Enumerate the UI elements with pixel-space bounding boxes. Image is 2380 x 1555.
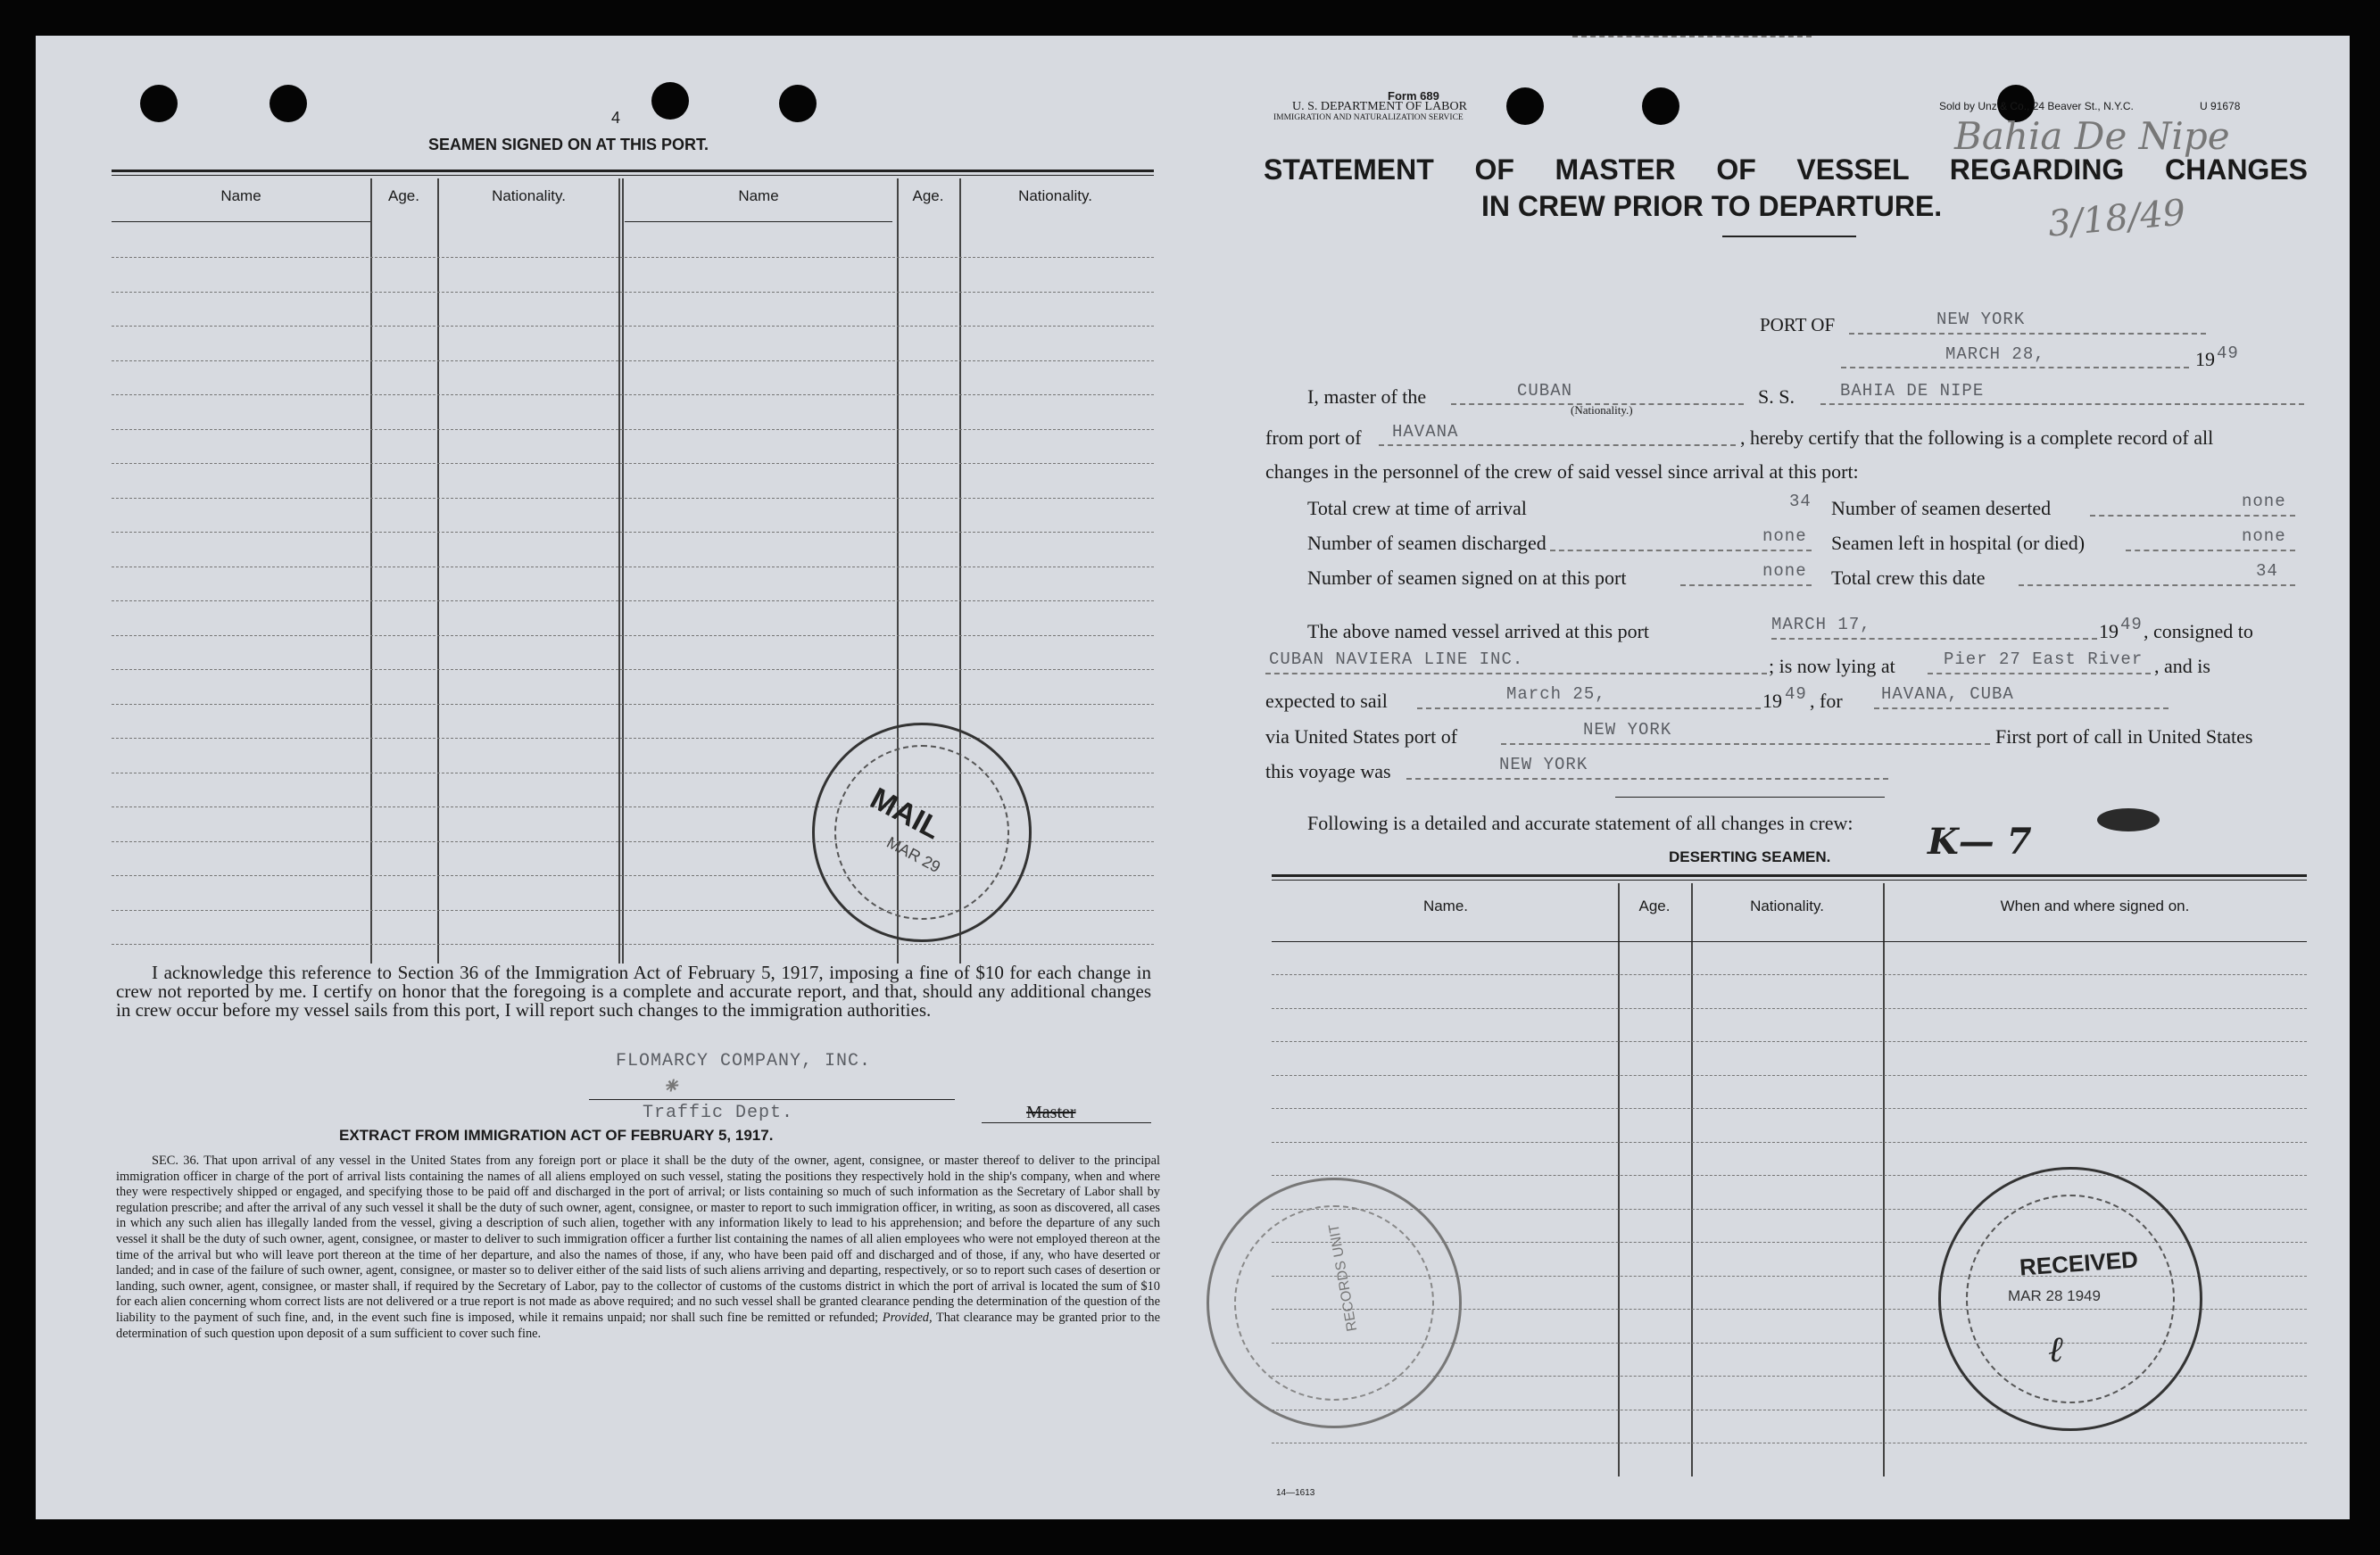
stat-label-total-date: Total crew this date [1831,567,1986,589]
deserting-header-name: Name. [1422,897,1469,914]
table-row [1272,1142,2307,1143]
ss-label: S. S. [1758,385,1795,408]
column-header-nationality: Nationality. [1018,187,1092,204]
certify-text: , hereby certify that the following is a complete record of all [1740,426,2214,449]
form-number: Form 689 [1388,89,1439,103]
via-value: NEW YORK [1583,720,1672,740]
extract-title: EXTRACT FROM IMMIGRATION ACT OF FEBRUARY 5, 1917. [339,1127,774,1144]
mail-postmark-stamp [812,723,1032,942]
deserting-seamen-title: DESERTING SEAMEN. [1669,848,1831,865]
document-sheet [36,36,2350,1519]
deserting-column-divider [1883,883,1885,1476]
table-row [1272,1175,2307,1176]
lying-label: ; is now lying at [1769,655,1895,677]
ship-name-value: BAHIA DE NIPE [1840,381,1985,401]
stat-label-total-arrival: Total crew at time of arrival [1307,497,1527,519]
form-code: U 91678 [2200,100,2241,112]
consignee-value: CUBAN NAVIERA LINE INC. [1269,649,1524,669]
records-unit-text: RECORDS UNIT [1326,1222,1361,1333]
deserting-header-nationality: Nationality. [1750,897,1824,914]
statement-title-line1: STATEMENT OF MASTER OF VESSEL REGARDING CHANGES [1264,153,2308,186]
changes-text: changes in the personnel of the crew of said vessel since arrival at this port: [1265,460,1859,483]
sail-year-prefix: 19 [1762,690,1782,712]
table-row [1272,1108,2307,1109]
for-value: HAVANA, CUBA [1881,684,2014,704]
lying-value: Pier 27 East River [1944,649,2144,669]
column-divider [437,178,439,964]
from-port-value: HAVANA [1392,422,1459,442]
table-row [112,738,1154,739]
column-divider [622,178,624,964]
via-label: via United States port of [1265,725,1458,748]
stamp-date-text: MAR 29 [883,832,944,877]
table-row [112,704,1154,705]
and-is-text: , and is [2154,655,2210,677]
arrived-year-value: 49 [2120,615,2143,634]
column-header-name: Name [738,187,779,204]
column-divider [618,178,620,964]
handwritten-vessel-name: Bahia De Nipe [1954,114,2230,158]
stamp-mail-text: MAIL [865,781,947,847]
port-of-label: PORT OF [1760,314,1836,335]
sail-label: expected to sail [1265,690,1388,712]
consigned-text: , consigned to [2144,620,2253,642]
voyage-value: NEW YORK [1499,755,1588,774]
stat-value-total-date: 34 [2256,561,2278,581]
table-row [112,429,1154,430]
stat-label-hospital: Seamen left in hospital (or died) [1831,532,2086,554]
deserting-column-divider [1691,883,1693,1476]
stat-value-discharged: none [1762,526,1807,546]
service-name: IMMIGRATION AND NATURALIZATION SERVICE [1273,113,1464,122]
nationality-value: CUBAN [1517,381,1573,401]
handwritten-signature: ⁕ [660,1073,680,1100]
table-row [112,257,1154,258]
stat-value-total-arrival: 34 [1789,492,1812,511]
year-value: 49 [2217,343,2239,363]
table-row [112,532,1154,533]
signature-company: FLOMARCY COMPANY, INC. [616,1051,872,1071]
table-row [1272,1008,2307,1009]
column-header-nationality: Nationality. [492,187,566,204]
records-unit-stamp [1207,1178,1462,1428]
stamp-initials: ℓ [2048,1329,2063,1370]
stat-value-hospital: none [2242,526,2286,546]
department-name: U. S. DEPARTMENT OF LABOR [1292,100,1467,113]
signature-dept: Traffic Dept. [643,1103,794,1123]
year-prefix: 19 [2195,348,2215,370]
signature-role-struck: Master [1026,1103,1076,1122]
punch-hole [1506,87,1544,125]
punch-hole [1642,87,1679,125]
sail-year-value: 49 [1785,684,1807,704]
table-row [112,635,1154,636]
received-stamp-date: MAR 28 1949 [2008,1287,2101,1304]
received-stamp [1938,1167,2202,1431]
deserting-header-age: Age. [1638,897,1671,914]
stat-value-signed-on: none [1762,561,1807,581]
stat-label-signed-on: Number of seamen signed on at this port [1307,567,1627,589]
statement-title-line2: IN CREW PRIOR TO DEPARTURE. [1481,190,1943,222]
acknowledgement-text: I acknowledge this reference to Section 36 of the Immigration Act of February 5, 1917, imposing a fine of $10 for each change in crew not reported by me. I certify on honor that the foregoing is a complete and accurate report, and that, should any additional changes in crew occur before my vessel sails from this port, I will report such changes to the immigration authorities. [116,962,1151,1021]
table-row [112,669,1154,670]
handwritten-mark: K— 7 [1928,821,2032,863]
table-row [112,463,1154,464]
table-row [1272,1075,2307,1076]
punch-hole [270,85,307,122]
table-row [112,600,1154,601]
from-port-label: from port of [1265,426,1362,449]
received-stamp-text: RECEIVED [2019,1245,2139,1281]
stat-label-deserted: Number of seamen deserted [1831,497,2052,519]
for-label: , for [1810,690,1843,712]
seamen-signed-title: SEAMEN SIGNED ON AT THIS PORT. [428,136,709,153]
table-row [112,292,1154,293]
title-underline [1722,236,1856,237]
seller-info: Sold by Unz & Co., 24 Beaver St., N.Y.C. [1939,100,2134,112]
table-row [112,326,1154,327]
arrived-year-prefix: 19 [2099,620,2119,642]
ink-blot [2097,808,2160,831]
handwritten-date: 3/18/49 [2046,192,2187,245]
footer-code: 14—1613 [1276,1488,1315,1498]
signature-line [589,1099,955,1100]
stat-value-deserted: none [2242,492,2286,511]
extract-text: SEC. 36. That upon arrival of any vessel in the United States from any foreign port or place it shall be the duty of the owner, agent, consignee, or master thereof to deliver to the principal immigration officer in charge of the port of arrival lists containing the names of all aliens employed on such vessel, stating the positions they respectively hold in the ship's company, when and where they were respectively shipped or engaged, and specifying those to be paid off and discharged in the port of arrival; or lists containing so much of such information as the Secretary of Labor shall by regulation prescribe; and after the arrival of any such vessel it shall be the duty of such owner, agent, consignee, or master to report to such immigration officer, in writing, as soon as discovered, all cases in which any such alien has illegally landed from the vessel, giving a description of such alien, together with any information likely to lead to his apprehension; and before the departure of any such vessel it shall be the duty of such owner, agent, consignee, or master to deliver to such immigration officer a further list containing the names of all alien employees who were not employed thereon at the time of the arrival but who will leave port thereon at the time of her departure, and also the names of those, if any, who have been paid off and discharged and of those, if any, who have deserted or landed; and in case of the failure of such owner, agent, consignee, or master so to deliver either of the said lists of such aliens arriving and departing, respectively, or so to report such cases of desertion or landing, such owner, agent, consignee, or master shall, if required by the Secretary of Labor, pay to the collector of customs of the customs district in which the port of arrival is located the sum of $10 for each alien concerning whom correct lists are not delivered or a true report is not made as above required; and no such vessel shall be granted clearance pending the determination of the question of the liability to the payment of such fine, and, in the event such fine is imposed, while it remains unpaid; nor shall such fine be remitted or refunded; Provided, That clearance may be granted prior to the determination of such question upon deposit of a sum sufficient to cover such fine. [116,1154,1160,1341]
sail-value: March 25, [1506,684,1606,704]
voyage-label: this voyage was [1265,760,1391,782]
table-top-rule [112,170,1154,172]
master-label: I, master of the [1307,385,1427,408]
table-row [112,498,1154,499]
arrived-value: MARCH 17, [1771,615,1871,634]
punch-hole [779,85,817,122]
table-row [112,394,1154,395]
header-underline [112,221,370,222]
deserting-column-divider [1618,883,1620,1476]
table-row [112,360,1154,361]
port-of-value: NEW YORK [1936,310,2026,329]
page-number: 4 [611,109,621,127]
date-value: MARCH 28, [1945,344,2045,364]
deserting-table-top-rule [1272,874,2307,877]
arrived-label: The above named vessel arrived at this port [1307,620,1650,642]
table-row [1272,1041,2307,1042]
table-row [112,944,1154,945]
nationality-caption: (Nationality.) [1571,403,1633,417]
column-divider [370,178,372,964]
table-row [1272,974,2307,975]
punch-hole [140,85,178,122]
first-port-text: First port of call in United States [1995,725,2253,748]
deserting-header-when-where: When and where signed on. [2000,897,2190,914]
column-header-age: Age. [388,187,419,204]
stat-label-discharged: Number of seamen discharged [1307,532,1547,554]
column-header-name: Name [220,187,261,204]
punch-hole [651,82,689,120]
column-header-age: Age. [912,187,944,204]
following-text: Following is a detailed and accurate statement of all changes in crew: [1307,812,1853,834]
